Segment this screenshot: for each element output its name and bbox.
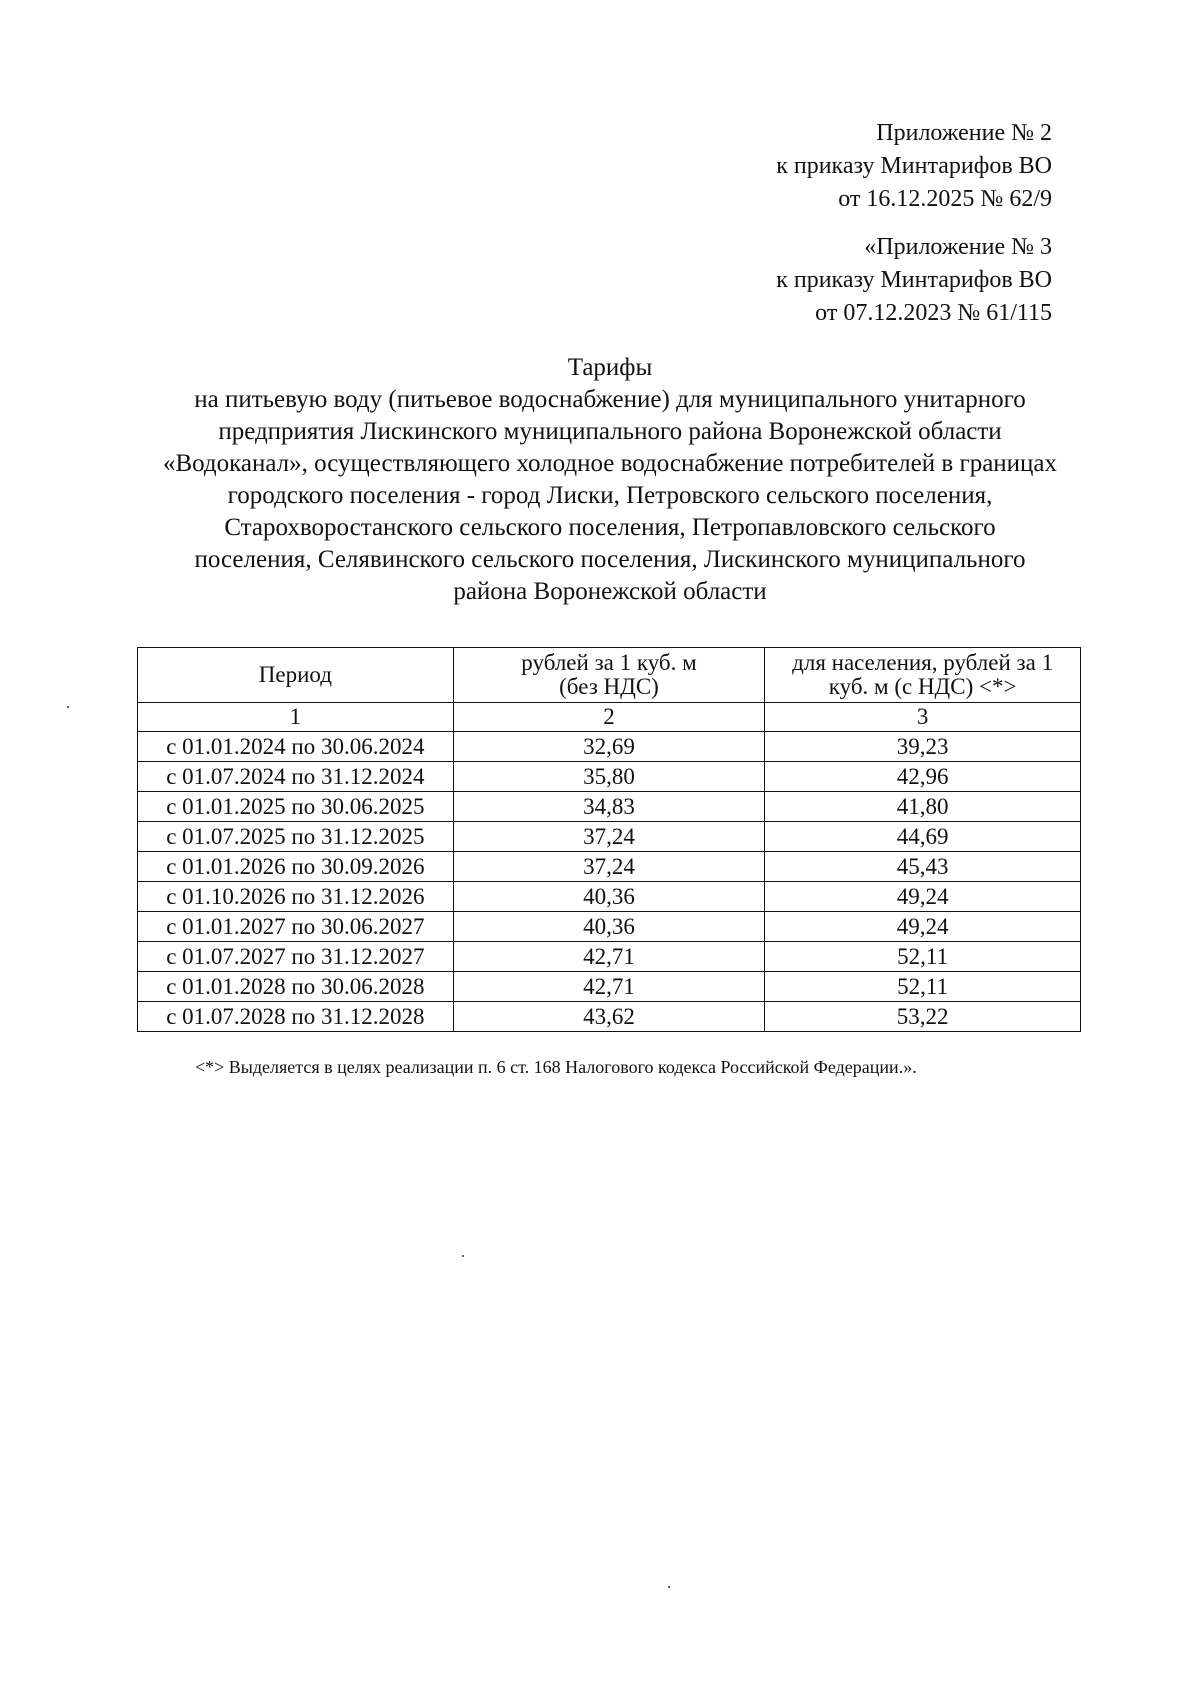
scan-speck xyxy=(67,706,69,708)
price-with-vat-cell: 45,43 xyxy=(765,852,1081,882)
price-with-vat-cell: 39,23 xyxy=(765,732,1081,762)
price-no-vat-cell: 37,24 xyxy=(453,852,765,882)
period-cell: с 01.07.2024 по 31.12.2024 xyxy=(138,762,454,792)
column-number: 2 xyxy=(453,703,765,732)
header-period: Период xyxy=(138,648,454,703)
period-cell: с 01.01.2026 по 30.09.2026 xyxy=(138,852,454,882)
document-title xyxy=(150,352,1070,608)
appendix-header-amended xyxy=(776,231,1052,330)
price-with-vat-cell: 53,22 xyxy=(765,1002,1081,1032)
title-line: «Водоканал», осуществляющего холодное водоснабжение потребителей в границах xyxy=(162,450,1058,477)
appendix-number: Приложение № 2 xyxy=(876,120,1052,146)
appendix-number: «Приложение № 3 xyxy=(864,234,1052,260)
period-cell: с 01.01.2024 по 30.06.2024 xyxy=(138,732,454,762)
price-with-vat-cell: 44,69 xyxy=(765,822,1081,852)
scan-speck xyxy=(462,1255,464,1257)
period-cell: с 01.01.2025 по 30.06.2025 xyxy=(138,792,454,822)
period-cell: с 01.07.2025 по 31.12.2025 xyxy=(138,822,454,852)
title-line: предприятия Лискинского муниципального района Воронежской области xyxy=(218,418,1002,445)
price-no-vat-cell: 34,83 xyxy=(453,792,765,822)
table-row xyxy=(138,732,1081,762)
header-text: рублей за 1 куб. м xyxy=(521,650,697,675)
period-cell: с 01.01.2027 по 30.06.2027 xyxy=(138,912,454,942)
table-row xyxy=(138,792,1081,822)
tariff-table xyxy=(137,647,1081,1032)
header-price-with-vat xyxy=(765,648,1081,703)
appendix-header-current xyxy=(776,117,1052,216)
price-with-vat-cell: 42,96 xyxy=(765,762,1081,792)
period-cell: с 01.10.2026 по 31.12.2026 xyxy=(138,882,454,912)
price-no-vat-cell: 42,71 xyxy=(453,972,765,1002)
price-no-vat-cell: 32,69 xyxy=(453,732,765,762)
table-row xyxy=(138,972,1081,1002)
price-no-vat-cell: 40,36 xyxy=(453,912,765,942)
table-row xyxy=(138,942,1081,972)
price-with-vat-cell: 52,11 xyxy=(765,972,1081,1002)
header-text: (без НДС) xyxy=(559,674,659,699)
vat-footnote: <*> Выделяется в целях реализации п. 6 ст. 168 Налогового кодекса Российской Федерации.». xyxy=(195,1057,917,1077)
price-with-vat-cell: 49,24 xyxy=(765,882,1081,912)
appendix-order-date: от 07.12.2023 № 61/115 xyxy=(815,300,1052,326)
title-line: поселения, Селявинского сельского поселения, Лискинского муниципального xyxy=(194,546,1026,573)
title-heading: Тарифы xyxy=(567,354,653,381)
table-row xyxy=(138,882,1081,912)
price-no-vat-cell: 35,80 xyxy=(453,762,765,792)
column-number: 3 xyxy=(765,703,1081,732)
table-row xyxy=(138,762,1081,792)
price-with-vat-cell: 41,80 xyxy=(765,792,1081,822)
appendix-order-date: от 16.12.2025 № 62/9 xyxy=(838,186,1052,212)
title-line: Старохворостанского сельского поселения, Петропавловского сельского xyxy=(224,514,996,541)
title-line: на питьевую воду (питьевое водоснабжение) для муниципального унитарного xyxy=(194,386,1026,413)
title-line: района Воронежской области xyxy=(453,578,767,605)
table-row xyxy=(138,912,1081,942)
price-no-vat-cell: 42,71 xyxy=(453,942,765,972)
period-cell: с 01.01.2028 по 30.06.2028 xyxy=(138,972,454,1002)
price-no-vat-cell: 43,62 xyxy=(453,1002,765,1032)
appendix-order-ref: к приказу Минтарифов ВО xyxy=(776,267,1052,293)
table-header-row xyxy=(138,648,1081,703)
period-cell: с 01.07.2028 по 31.12.2028 xyxy=(138,1002,454,1032)
appendix-order-ref: к приказу Минтарифов ВО xyxy=(776,153,1052,179)
scan-speck xyxy=(668,1586,670,1588)
table-row xyxy=(138,852,1081,882)
title-line: городского поселения - город Лиски, Петровского сельского поселения, xyxy=(227,482,993,509)
price-no-vat-cell: 40,36 xyxy=(453,882,765,912)
header-price-no-vat xyxy=(453,648,765,703)
table-row xyxy=(138,1002,1081,1032)
column-number: 1 xyxy=(138,703,454,732)
header-text: для населения, рублей за 1 xyxy=(792,650,1054,675)
table-row xyxy=(138,822,1081,852)
price-with-vat-cell: 49,24 xyxy=(765,912,1081,942)
column-number-row xyxy=(138,703,1081,732)
period-cell: с 01.07.2027 по 31.12.2027 xyxy=(138,942,454,972)
header-text: куб. м (с НДС) <*> xyxy=(828,674,1017,699)
price-with-vat-cell: 52,11 xyxy=(765,942,1081,972)
price-no-vat-cell: 37,24 xyxy=(453,822,765,852)
